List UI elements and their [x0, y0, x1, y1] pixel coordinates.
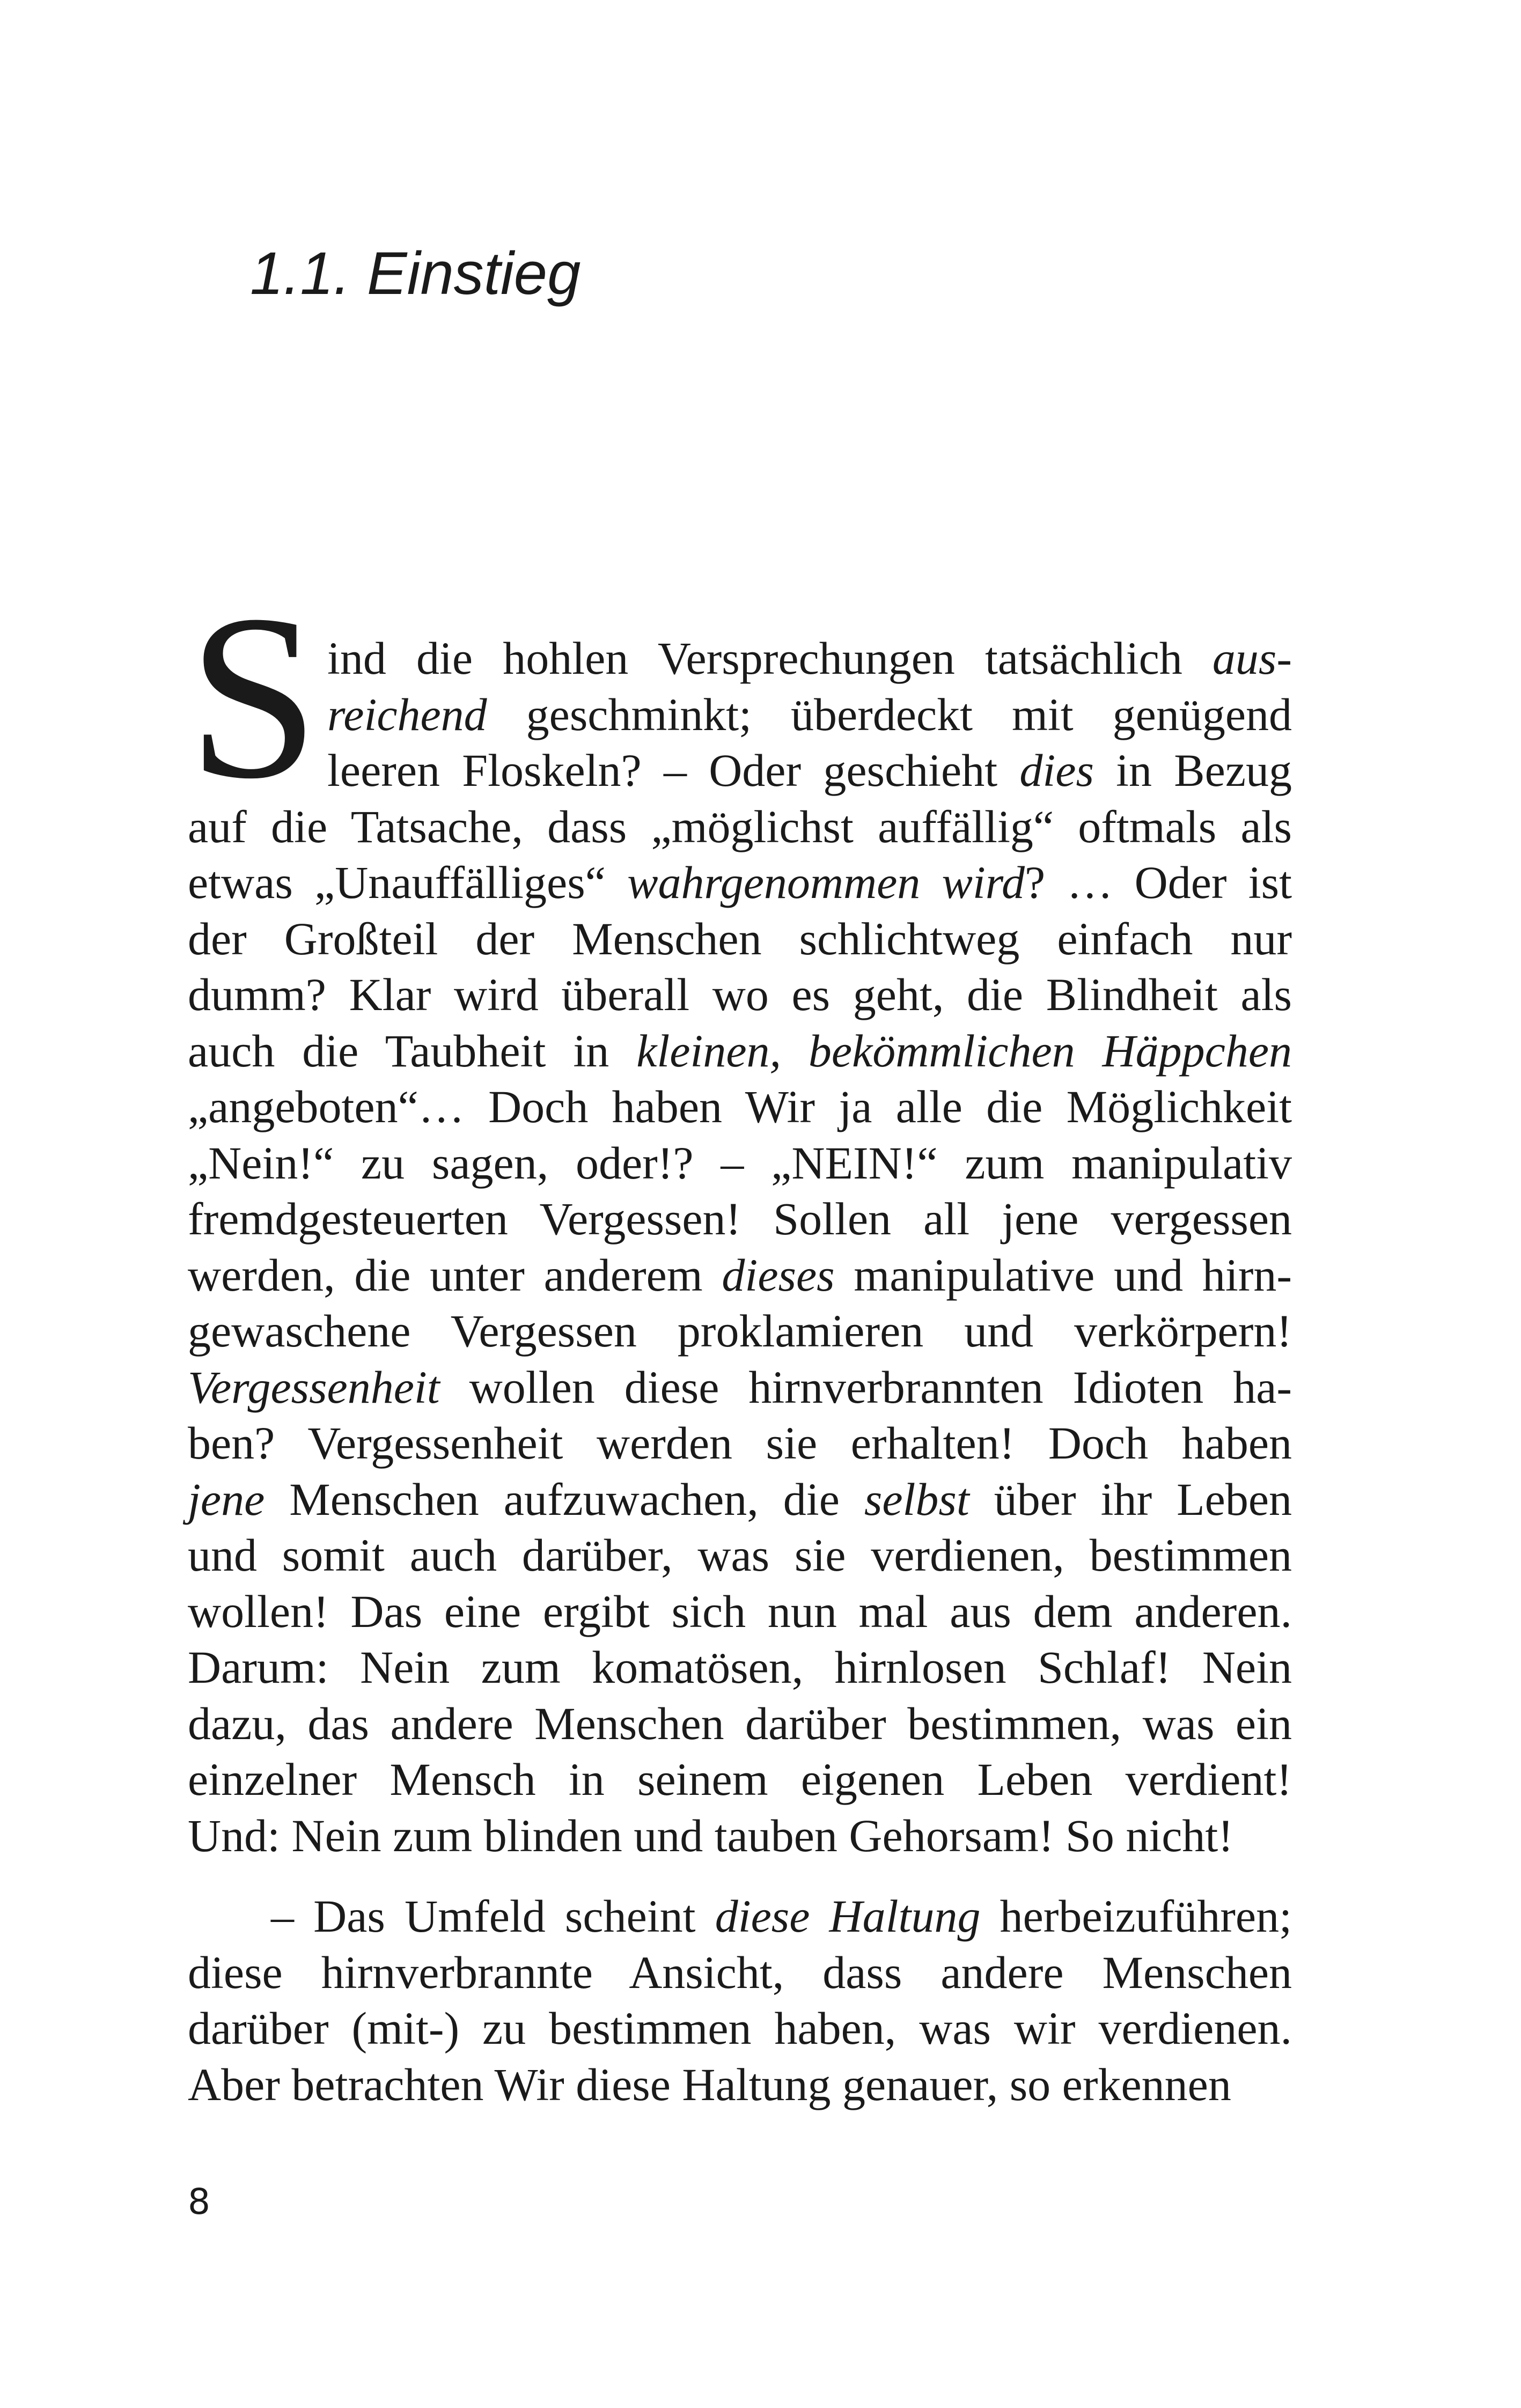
text-line [188, 2057, 1292, 2113]
text-line [188, 1135, 1292, 1191]
text-line [188, 1079, 1292, 1135]
emphasis-run: dieses [722, 1249, 835, 1301]
text-line [188, 1191, 1292, 1247]
drop-cap-letter: S [188, 566, 319, 828]
text-run: darüber (mit-) zu bestimmen haben, was wir verdienen. [188, 2002, 1292, 2054]
text-run: „Nein!“ zu sagen, oder!? – „NEIN!“ zum manipulativ [188, 1137, 1292, 1189]
text-line [188, 2000, 1292, 2057]
text-line [188, 1023, 1292, 1079]
emphasis-run: dies [1019, 745, 1094, 796]
text-run: und somit auch darüber, was sie verdienen, bestimmen [188, 1529, 1292, 1581]
emphasis-run: jene [188, 1473, 265, 1525]
text-line [188, 855, 1292, 911]
text-run: Aber betrachten Wir diese Haltung genauer, so erkennen [188, 2058, 1231, 2110]
text-run: dazu, das andere Menschen darüber bestimmen, was ein [188, 1697, 1292, 1749]
text-line [188, 1696, 1292, 1752]
text-line [188, 1584, 1292, 1640]
text-line [188, 1471, 1292, 1528]
text-run: der Großteil der Menschen schlichtweg einfach nur [188, 912, 1292, 964]
text-line [188, 630, 1292, 687]
body-paragraph-1 [188, 630, 1292, 1864]
text-run: gewaschene Vergessen proklamieren und verkörpern! [188, 1305, 1292, 1357]
emphasis-run: reichend [327, 688, 487, 740]
text-run: wollen! Das eine ergibt sich nun mal aus dem anderen. [188, 1585, 1292, 1637]
emphasis-run: kleinen, bekömmlichen Häppchen [636, 1025, 1292, 1077]
text-line [188, 742, 1292, 799]
text-run: diese hirnverbrannte Ansicht, dass andere Menschen [188, 1946, 1292, 1998]
page-number: 8 [188, 2181, 210, 2222]
text-line [188, 1888, 1292, 1945]
text-line [188, 1247, 1292, 1304]
text-run: werden, die unter anderem [188, 1249, 722, 1301]
text-line [188, 1359, 1292, 1416]
text-run: über ihr Leben [969, 1473, 1292, 1525]
text-line [188, 1527, 1292, 1584]
text-line [188, 967, 1292, 1023]
text-run: Und: Nein zum blinden und tauben Gehorsam! So nicht! [188, 1809, 1233, 1861]
text-run: wollen diese hirnverbrannten Idioten ha- [439, 1361, 1292, 1413]
text-run: geschminkt; überdeckt mit genügend [487, 688, 1292, 740]
text-line [188, 1945, 1292, 2001]
text-run: einzelner Mensch in seinem eigenen Leben verdient! [188, 1754, 1292, 1805]
text-line [188, 1808, 1292, 1864]
text-run: Menschen aufzuwachen, die [264, 1473, 864, 1525]
text-run: auf die Tatsache, dass „möglichst auffällig“ oftmals als [188, 800, 1292, 852]
text-run: manipulative und hirn- [834, 1249, 1292, 1301]
body-paragraph-2 [188, 1888, 1292, 2112]
text-run: herbeizuführen; [980, 1890, 1292, 1942]
text-line [188, 911, 1292, 967]
text-run: ben? Vergessenheit werden sie erhalten! Doch haben [188, 1417, 1292, 1469]
text-run: Darum: Nein zum komatösen, hirnlosen Schlaf! Nein [188, 1641, 1292, 1693]
text-line [188, 1303, 1292, 1359]
section-heading: 1.1. Einstieg [250, 240, 581, 307]
text-line [188, 799, 1292, 855]
text-run: in Bezug [1093, 745, 1292, 796]
text-line [188, 1751, 1292, 1808]
emphasis-run: selbst [864, 1473, 969, 1525]
text-line [188, 1639, 1292, 1696]
text-run: – Das Umfeld scheint [271, 1890, 715, 1942]
text-run: ? … Oder ist [1025, 857, 1292, 908]
emphasis-run: wahrgenommen wird [627, 857, 1025, 908]
text-run: „angeboten“… Doch haben Wir ja alle die Möglichkeit [188, 1081, 1292, 1132]
text-line [188, 687, 1292, 743]
emphasis-run: Vergessenheit [188, 1361, 440, 1413]
text-run: dumm? Klar wird überall wo es geht, die Blindheit als [188, 969, 1292, 1020]
text-line [188, 1415, 1292, 1471]
emphasis-run: diese Haltung [715, 1890, 981, 1942]
text-run: etwas „Unauffälliges“ [188, 857, 628, 908]
text-run: fremdgesteuerten Vergessen! Sollen all jene vergessen [188, 1193, 1292, 1244]
text-run: leeren Floskeln? – Oder geschieht [327, 745, 1020, 796]
emphasis-run: aus- [1212, 632, 1292, 684]
text-run: auch die Taubheit in [188, 1025, 637, 1077]
text-run: ind die hohlen Versprechungen tatsächlich [327, 632, 1213, 684]
